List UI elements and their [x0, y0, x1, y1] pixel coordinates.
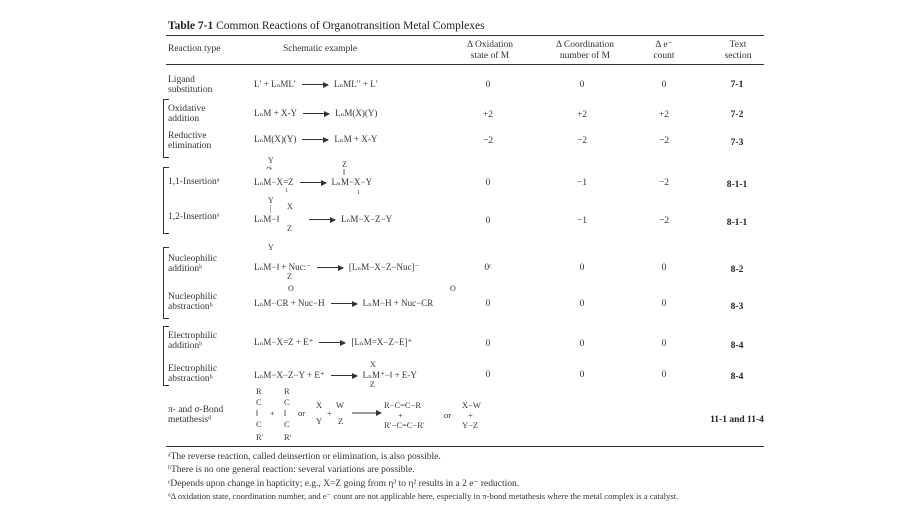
row-1-type-l2: addition — [168, 114, 200, 124]
row-8-section: 8-4 — [730, 372, 744, 382]
metathesis-r1: R — [256, 386, 262, 396]
row-5-oxidation: 0ᶜ — [484, 263, 492, 273]
metathesis-c4: C — [284, 419, 290, 429]
reaction-arrow — [303, 113, 329, 114]
row-7-scheme-right: [LₙM=X−Z−E]⁺ — [351, 337, 413, 347]
reaction-arrow — [331, 375, 357, 376]
row-7-oxidation: 0 — [485, 339, 491, 349]
row-2-section: 7-3 — [730, 138, 744, 148]
row-5-electron: 0 — [661, 263, 667, 273]
row-0-scheme-right: LₙML′′ + L′ — [333, 79, 378, 89]
row-0-scheme-left: L′ + LₙML′ — [254, 79, 296, 89]
row-2-oxidation: −2 — [482, 136, 494, 146]
row-7-type-l1: Electrophilic — [168, 331, 218, 341]
metathesis-or-1: or — [298, 408, 306, 418]
metathesis-plus-3: + — [398, 410, 403, 420]
reaction-arrow — [331, 303, 357, 304]
metathesis-r3: R — [284, 386, 290, 396]
bottom-rule — [166, 446, 764, 447]
row-3-coordination: −1 — [576, 178, 588, 188]
row-5-type — [168, 254, 217, 274]
row-8-oxidation: 0 — [485, 370, 491, 380]
metathesis-plus-1: + — [270, 408, 275, 418]
header-coordination-l2: number of M — [559, 51, 611, 61]
row-7-scheme — [254, 337, 412, 348]
metathesis-r2: R′ — [256, 432, 264, 442]
metathesis-product-bottom: R′−C=C−R′ — [384, 420, 425, 430]
row-0-scheme — [254, 79, 378, 90]
row-0-coordination: 0 — [579, 80, 585, 90]
header-electron — [644, 40, 684, 62]
footnote-c: ᶜDepends upon change in hapticity; e.g., X=Z going from η³ to η² results in a 2 e⁻ reduction. — [168, 479, 520, 489]
metathesis-yz: Y−Z — [462, 420, 479, 430]
row-0-type-l1: Ligand — [168, 75, 195, 85]
reaction-arrow — [309, 219, 335, 220]
row-1-electron: +2 — [658, 110, 670, 120]
row-8-scheme-left: LₙM−X−Z−Y + E⁺ — [254, 370, 325, 380]
metathesis-c1: C — [256, 397, 262, 407]
metathesis-or-2: or — [444, 410, 452, 420]
row-4-coordination: −1 — [576, 216, 588, 226]
row-6-o-label-right: O — [450, 284, 456, 293]
row-5-type-l2: additionᵇ — [168, 264, 203, 274]
row-4-bond: | — [270, 204, 272, 213]
row-6-electron: 0 — [661, 299, 667, 309]
row-5-type-l1: Nucleophilic — [168, 254, 218, 264]
metathesis-z1: Z — [338, 416, 344, 426]
row-6-type-l2: abstractionᵇ — [168, 302, 213, 312]
metathesis-c3: C — [284, 397, 290, 407]
metathesis-plus-4: + — [468, 410, 473, 420]
row-6-scheme-left: LₙM−CR + Nuc−H — [254, 298, 325, 308]
row-4-electron: −2 — [658, 216, 670, 226]
row-8-scheme-right: LₙM⁺−‖ + E-Y — [362, 370, 417, 380]
row-8-z-label: Z — [370, 380, 375, 389]
reaction-arrow — [317, 267, 343, 268]
footnote-b: ᵇThere is no one general reaction: several variations are possible. — [168, 465, 415, 475]
footnote-d: ᵈΔ oxidation state, coordination number, and e⁻ count are not applicable here, especially in π-bond metathesis where the metal complex is a catalyst. — [168, 491, 679, 501]
row-0-type — [168, 75, 212, 95]
metathesis-product-top: R−C=C−R — [384, 400, 422, 410]
row-2-type-l2: elimination — [168, 141, 212, 151]
row-3-curved-arrow-icon: ↷ — [266, 164, 273, 173]
row-2-type-l1: Reductive — [168, 131, 207, 141]
top-rule — [166, 35, 764, 36]
header-text-l2: section — [724, 51, 752, 61]
reaction-arrow — [319, 342, 345, 343]
row-1-type — [168, 104, 205, 124]
row-1-scheme-right: LₙM(X)(Y) — [334, 108, 378, 118]
row-6-o-label: O — [288, 284, 294, 293]
row-5-scheme-right: [LₙM−X−Z−Nuc]⁻ — [348, 262, 420, 272]
row-7-section: 8-4 — [730, 341, 744, 351]
row-2-scheme-right: LₙM + X-Y — [334, 134, 378, 144]
table-caption: Common Reactions of Organotransition Metal Complexes — [216, 20, 485, 32]
metathesis-plus-2: + — [327, 408, 332, 418]
header-coordination-l1: Δ Coordination — [555, 40, 615, 50]
metathesis-w1: W — [336, 400, 345, 410]
row-6-section: 8-3 — [730, 302, 744, 312]
header-text-section — [718, 40, 758, 62]
row-3-section: 8-1-1 — [726, 180, 748, 190]
row-7-coordination: 0 — [579, 339, 585, 349]
header-schematic: Schematic example — [282, 44, 358, 54]
row-3-double-bond: ‖ — [343, 168, 346, 177]
row-4-y-label: Y — [268, 196, 274, 205]
row-8-type-l1: Electrophilic — [168, 364, 218, 374]
metathesis-triple-1: ‖ — [256, 408, 259, 418]
metathesis-r4: R′ — [284, 432, 292, 442]
table-number: Table 7-1 — [168, 20, 214, 32]
row-5-y-label: Y — [268, 243, 274, 252]
header-text-l1: Text — [729, 40, 747, 50]
row-3-y-label: Y — [268, 156, 274, 165]
table-title — [168, 20, 485, 32]
row-8-scheme — [254, 370, 417, 381]
header-electron-l2: count — [653, 51, 675, 61]
row-4-type: 1,2-Insertionᵃ — [168, 212, 220, 222]
row-3-scheme — [254, 177, 372, 188]
row-1-scheme — [254, 108, 377, 119]
row-9-type-l1: π- and σ-Bond — [168, 405, 224, 415]
row-0-type-l2: substitution — [168, 85, 213, 95]
header-coordination — [550, 40, 620, 62]
metathesis-x1: X — [316, 400, 323, 410]
row-7-scheme-left: LₙM−X=Z + E⁺ — [254, 337, 314, 347]
row-5-section: 8-2 — [730, 265, 744, 275]
row-3-index-1b: 1 — [357, 190, 360, 196]
row-9-type-l2: metathesisᵈ — [168, 415, 212, 425]
row-3-oxidation: 0 — [485, 178, 491, 188]
row-7-type — [168, 331, 217, 351]
metathesis-scheme — [248, 386, 508, 442]
row-8-type — [168, 364, 217, 384]
header-electron-l1: Δ e⁻ — [655, 40, 673, 50]
row-4-scheme-right: LₙM−X−Z−Y — [341, 214, 393, 224]
row-0-section: 7-1 — [730, 80, 744, 90]
row-2-type — [168, 131, 211, 151]
header-oxidation-l2: state of M — [470, 51, 510, 61]
row-8-type-l2: abstractionᵇ — [168, 374, 213, 384]
row-1-coordination: +2 — [576, 110, 588, 120]
row-3-electron: −2 — [658, 178, 670, 188]
row-8-x-label: X — [370, 360, 376, 369]
reaction-arrow — [302, 84, 328, 85]
row-3-type: 1,1-Insertionᵃ — [168, 177, 220, 187]
reaction-arrow — [300, 182, 326, 183]
row-4-scheme — [254, 214, 392, 225]
row-7-electron: 0 — [661, 339, 667, 349]
row-3-index-1: 1 — [285, 188, 288, 194]
row-4-oxidation: 0 — [485, 216, 491, 226]
row-5-z-label: Z — [287, 272, 292, 281]
metathesis-xw: X−W — [462, 400, 481, 410]
row-3-z-label: Z — [342, 160, 347, 169]
header-reaction-type: Reaction type — [168, 44, 221, 54]
row-6-oxidation: 0 — [485, 299, 491, 309]
row-3-scheme-right: LₙM−X−Y — [331, 177, 373, 187]
header-oxidation-l1: Δ Oxidation — [467, 40, 513, 50]
row-2-electron: −2 — [658, 136, 670, 146]
row-0-electron: 0 — [661, 80, 667, 90]
header-rule — [166, 64, 764, 65]
row-4-z-label: Z — [287, 224, 292, 233]
row-2-scheme-left: LₙM(X)(Y) — [254, 134, 297, 144]
metathesis-arrow-head — [376, 410, 382, 416]
row-5-scheme — [254, 262, 419, 273]
row-9-type — [168, 405, 223, 425]
row-5-coordination: 0 — [579, 263, 585, 273]
footnote-a: ᵃThe reverse reaction, called deinsertion or elimination, is also possible. — [168, 452, 441, 462]
row-0-oxidation: 0 — [485, 80, 491, 90]
row-4-x-label: X — [287, 202, 293, 211]
row-1-scheme-left: LₙM + X-Y — [254, 108, 297, 118]
row-4-scheme-left: LₙM−‖ — [254, 214, 279, 224]
row-7-type-l2: additionᵇ — [168, 341, 203, 351]
row-6-scheme — [254, 298, 433, 309]
row-3-scheme-left: LₙM−X=Z — [254, 177, 294, 187]
row-6-type — [168, 292, 217, 312]
row-4-section: 8-1-1 — [726, 218, 748, 228]
row-6-coordination: 0 — [579, 299, 585, 309]
row-1-oxidation: +2 — [482, 110, 494, 120]
row-2-coordination: −2 — [576, 136, 588, 146]
reaction-arrow — [302, 139, 328, 140]
metathesis-c2: C — [256, 419, 262, 429]
row-2-scheme — [254, 134, 377, 145]
metathesis-triple-2: ‖ — [284, 408, 287, 418]
metathesis-y1: Y — [316, 416, 323, 426]
row-1-section: 7-2 — [730, 110, 744, 120]
row-6-type-l1: Nucleophilic — [168, 292, 218, 302]
row-8-electron: 0 — [661, 370, 667, 380]
header-oxidation — [460, 40, 520, 62]
row-8-coordination: 0 — [579, 370, 585, 380]
row-6-scheme-right: LₙM−H + Nuc−CR — [362, 298, 434, 308]
row-5-scheme-left: LₙM−‖ + Nuc:⁻ — [254, 262, 311, 272]
row-1-type-l1: Oxidative — [168, 104, 206, 114]
row-9-section: 11-1 and 11-4 — [710, 415, 764, 425]
